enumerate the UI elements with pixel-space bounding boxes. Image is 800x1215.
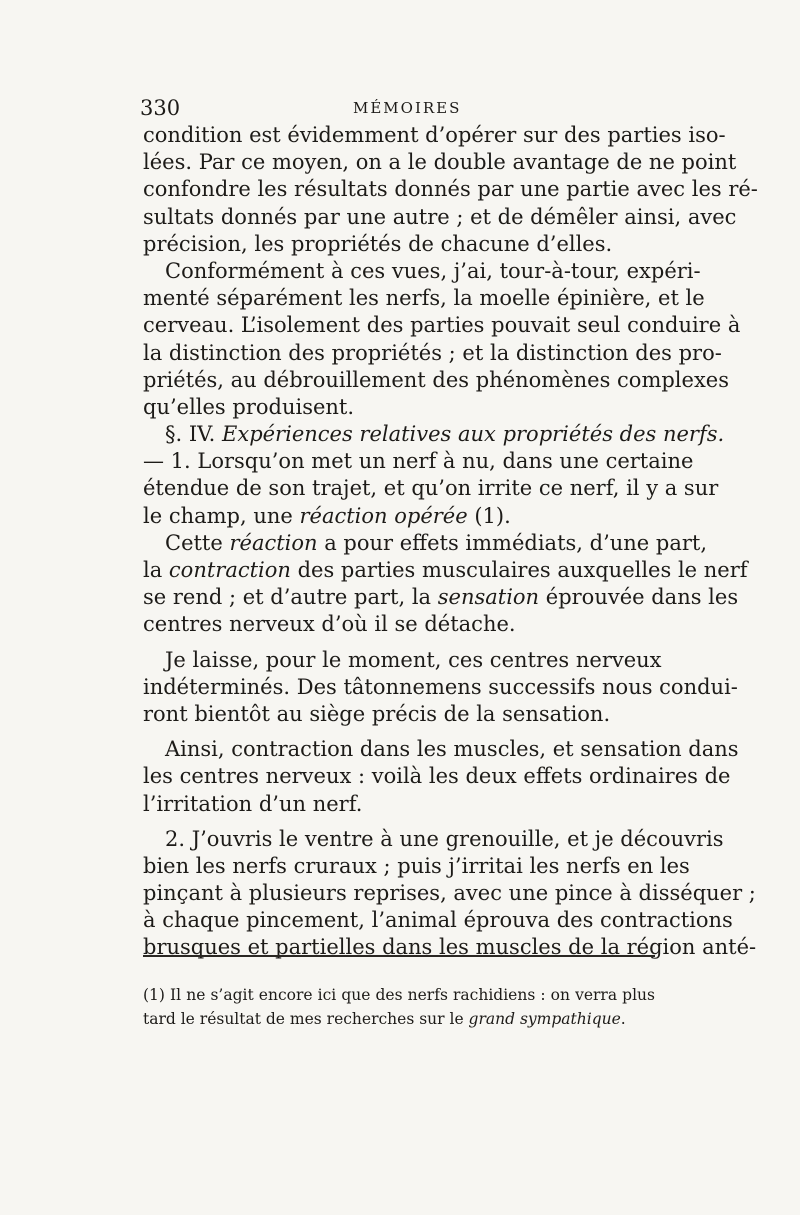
section-title: Expériences relatives aux propriétés des nerfs. — [222, 422, 725, 447]
footnote-rule — [143, 955, 655, 957]
text-line: brusques et partielles dans les muscles de la région anté- — [143, 935, 757, 960]
text-line: étendue de son trajet, et qu’on irrite ce nerf, il y a sur — [143, 476, 719, 501]
running-title: MÉMOIRES — [353, 99, 462, 117]
text-line — [143, 503, 655, 530]
text-line: menté séparément les nerfs, la moelle épinière, et le — [143, 286, 705, 311]
text-line — [143, 530, 708, 557]
text-line: les centres nerveux : voilà les deux effets ordinaires de — [143, 764, 731, 789]
text-line: à chaque pincement, l’animal éprouva des contractions — [143, 908, 733, 933]
text-line — [143, 557, 748, 584]
text-line: bien les nerfs cruraux ; puis j’irritai les nerfs en les — [143, 853, 690, 878]
text-run: des parties musculaires auxquelles le nerf — [290, 558, 748, 582]
text-run: se rend ; et d’autre part, la — [143, 585, 438, 610]
footnote-line: (1) Il ne s’agit encore ici que des nerfs rachidiens : on verra plus — [143, 986, 655, 1004]
text-line: ront bientôt au siège précis de la sensation. — [143, 701, 611, 726]
text-run: . — [620, 1010, 626, 1028]
text-line: Conformément à ces vues, j’ai, tour-à-tour, expéri- — [165, 258, 701, 283]
text-line — [143, 584, 739, 611]
text-line: qu’elles produisent. — [143, 394, 355, 419]
text-line: confondre les résultats donnés par une partie avec les ré- — [143, 177, 758, 202]
text-run: a pour effets immédiats, d’une part, — [317, 530, 708, 555]
text-line: cerveau. L’isolement des parties pouvait seul conduire à — [143, 313, 741, 338]
text-line: sultats donnés par une autre ; et de démêler ainsi, avec — [143, 204, 737, 229]
text-line: centres nerveux d’où il se détache. — [143, 612, 516, 637]
italic-run: contraction — [168, 558, 291, 582]
text-line: la distinction des propriétés ; et la distinction des pro- — [143, 340, 722, 365]
text-line: Je laisse, pour le moment, ces centres nerveux — [165, 647, 662, 672]
section-heading — [143, 421, 725, 448]
text-run: la — [143, 558, 169, 582]
text-run: tard le résultat de mes recherches sur le — [143, 1010, 469, 1028]
footnote-line — [143, 1007, 655, 1031]
text-line: Ainsi, contraction dans les muscles, et sensation dans — [165, 737, 739, 762]
text-run: le champ, une — [143, 503, 300, 528]
page-header — [140, 96, 660, 122]
section-label: §. IV. — [165, 422, 216, 447]
text-line: condition est évidemment d’opérer sur des parties iso- — [143, 123, 726, 147]
text-line: — 1. Lorsqu’on met un nerf à nu, dans une certaine — [143, 449, 694, 474]
text-run: éprouvée dans les — [539, 585, 739, 610]
text-line: l’irritation d’un nerf. — [143, 791, 363, 816]
text-line: priétés, au débrouillement des phénomènes complexes — [143, 367, 730, 392]
footnote — [143, 983, 655, 1031]
italic-run: réaction opérée — [299, 503, 468, 528]
text-line: indéterminés. Des tâtonnemens successifs nous condui- — [143, 674, 738, 699]
italic-run: sensation — [437, 585, 540, 610]
italic-run: grand sympathique — [468, 1010, 621, 1028]
text-line: précision, les propriétés de chacune d’elles. — [143, 231, 613, 256]
text-line: 2. J’ouvris le ventre à une grenouille, et je découvris — [165, 826, 724, 851]
body-text — [143, 122, 758, 962]
footnote-ref: (1). — [467, 503, 511, 528]
text-run: Cette — [165, 530, 230, 555]
text-line: lées. Par ce moyen, on a le double avantage de ne point — [143, 150, 737, 175]
italic-run: réaction — [229, 530, 318, 555]
text-line: pinçant à plusieurs reprises, avec une pince à disséquer ; — [143, 881, 756, 906]
page-number: 330 — [140, 96, 181, 120]
